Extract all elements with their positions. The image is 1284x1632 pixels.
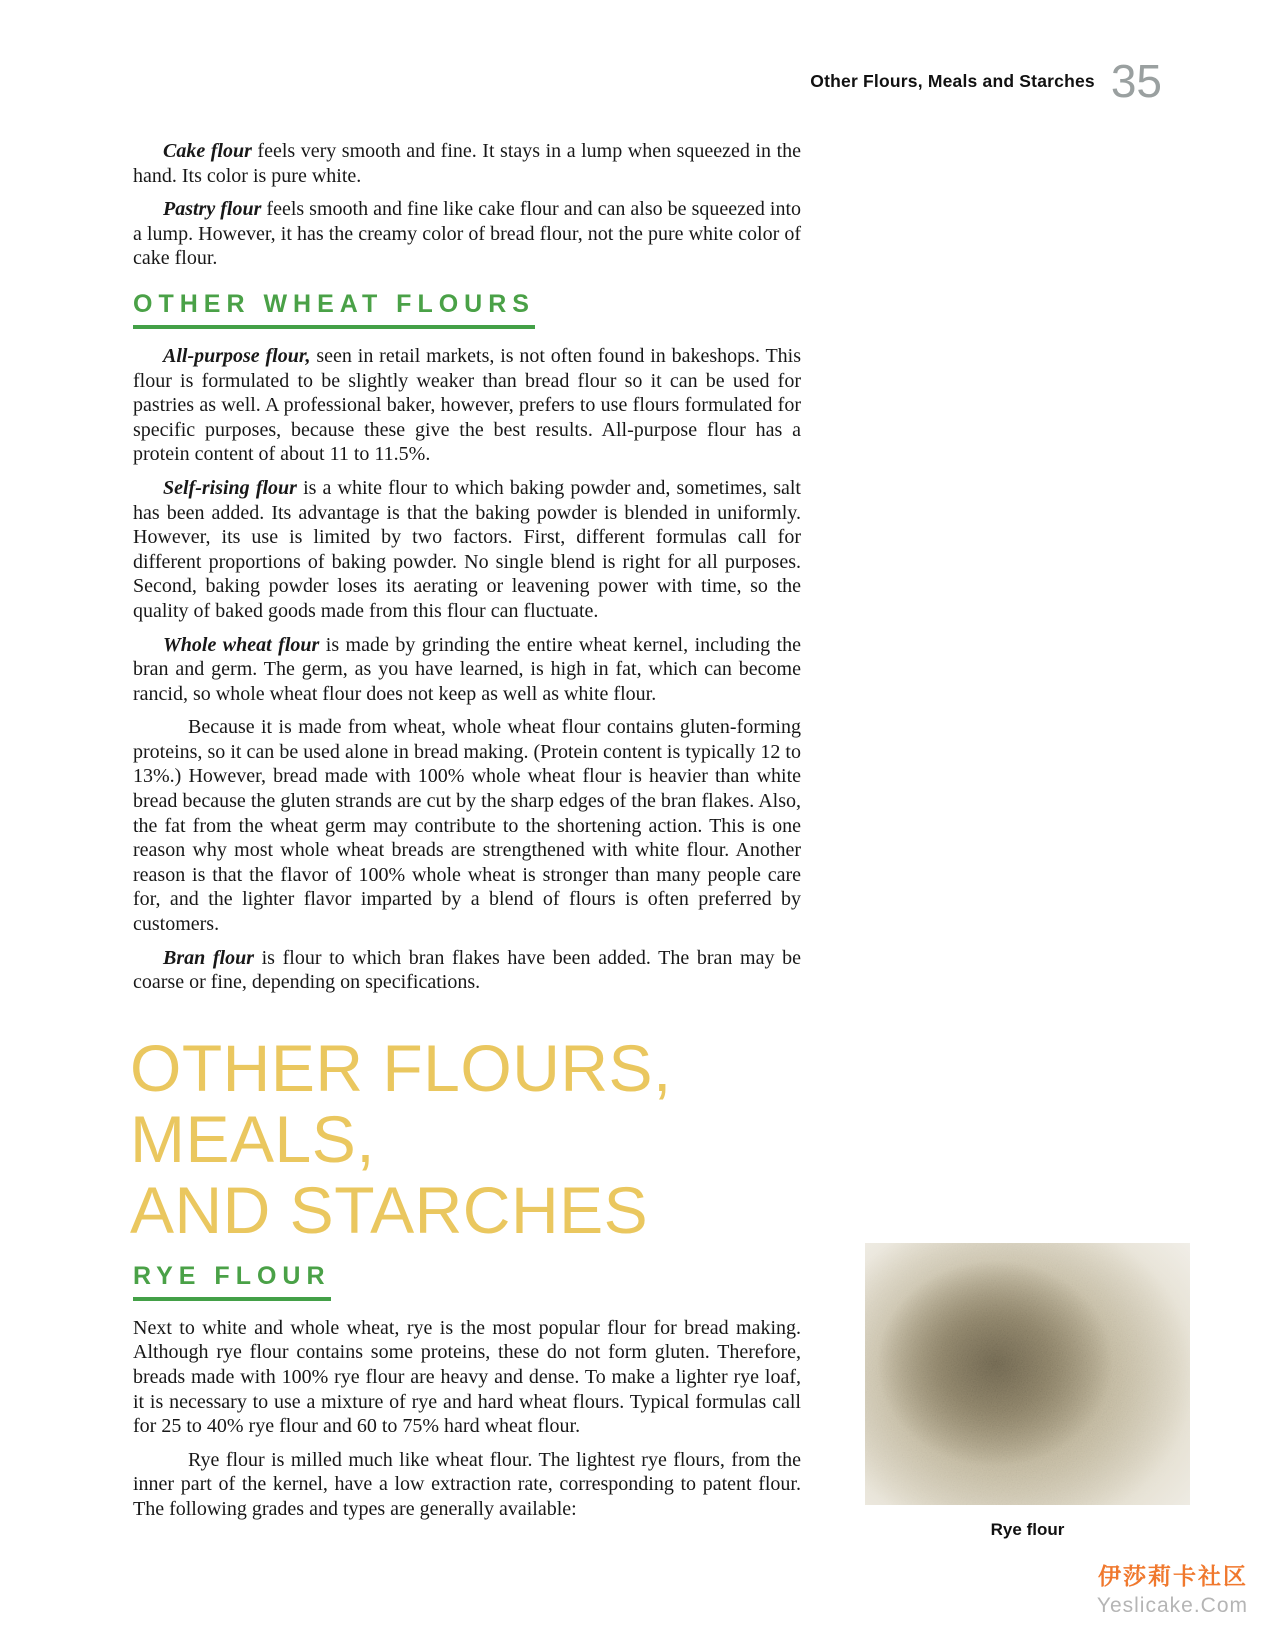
rye-flour-figure [865, 1243, 1190, 1540]
watermark-site-text: Yeslicake.Com [1096, 1594, 1248, 1617]
flour-grain-texture [865, 1243, 1190, 1505]
page-number: 35 [1110, 55, 1162, 107]
term-pastry-flour: Pastry flour [163, 198, 262, 221]
watermark-chinese-text: 伊莎莉卡社区 [1098, 1563, 1248, 1589]
paragraph-rye-milling [133, 1448, 801, 1522]
paragraph-rye-intro [133, 1316, 801, 1439]
chapter-title [130, 1030, 920, 1247]
paragraph-whole-wheat-gluten [133, 715, 801, 936]
chapter-title-line-1: OTHER FLOURS, MEALS, [130, 1030, 672, 1176]
paragraph-text: Because it is made from wheat, whole wheat flour contains gluten-forming proteins, so it can be used alone in bread making. (Protein content is typically 12 to 13%.) However, bread made with 100% whole wheat flour is heavier than white bread because the gluten strands are cut by the sharp edges of the bran flakes. Also, the fat from the wheat germ may contribute to the shortening action. This is one reason why most whole wheat breads are strengthened with white flour. Another reason is that the flavor of 100% whole wheat is stronger than many people care for, and the lighter flavor imparted by a blend of flours is often preferred by customers. [133, 716, 801, 936]
paragraph-bran-flour [133, 946, 801, 995]
watermark [1097, 1558, 1248, 1618]
term-whole-wheat-flour: Whole wheat flour [163, 633, 320, 656]
paragraph-cake-flour [133, 139, 801, 188]
chapter-title-line-2: AND STARCHES [130, 1172, 649, 1247]
paragraph-all-purpose-flour [133, 344, 801, 467]
section-heading-other-wheat-flours: OTHER WHEAT FLOURS [133, 292, 535, 329]
section-heading-row [133, 289, 801, 329]
paragraph-text: is flour to which bran flakes have been added. The bran may be coarse or fine, depending on specifications. [133, 946, 801, 994]
paragraph-text: Rye flour is milled much like wheat flour. The lightest rye flours, from the inner part of the kernel, have a low extraction rate, corresponding to patent flour. The following grades and types are generally available: [133, 1448, 801, 1520]
figure-caption: Rye flour [990, 1520, 1065, 1539]
section-heading-row [133, 1261, 801, 1301]
paragraph-pastry-flour [133, 197, 801, 271]
term-cake-flour: Cake flour [163, 140, 252, 162]
paragraph-text: Next to white and whole wheat, rye is the most popular flour for bread making. Although rye flour contains some proteins, these do not form gluten. Therefore, breads made with 100% rye flour are heavy and dense. To make a lighter rye loaf, it is necessary to use a mixture of rye and hard wheat flours. Typical formulas call for 25 to 40% rye flour and 60 to 75% hard wheat flour. [133, 1316, 801, 1438]
paragraph-text: seen in retail markets, is not often found in bakeshops. This flour is formulated to be slightly weaker than bread flour so it can be used for pastries as well. A professional baker, however, prefers to use flours formulated for specific purposes, because these give the best results. All-purpose flour has a protein content of about 11 to 11.5%. [133, 344, 801, 466]
term-all-purpose-flour: All-purpose flour, [163, 344, 311, 367]
running-head-title: Other Flours, Meals and Starches [810, 70, 1095, 91]
paragraph-self-rising-flour [133, 476, 801, 624]
paragraph-whole-wheat-flour [133, 633, 801, 707]
term-self-rising-flour: Self-rising flour [163, 476, 297, 499]
section-heading-rye-flour: RYE FLOUR [133, 1264, 331, 1301]
paragraph-text: feels smooth and fine like cake flour and can also be squeezed into a lump. However, it has the creamy color of bread flour, not the pure white color of cake flour. [133, 198, 802, 270]
paragraph-text: feels very smooth and fine. It stays in a lump when squeezed in the hand. Its color is pure white. [133, 140, 801, 187]
rye-flour-photo [865, 1243, 1190, 1505]
term-bran-flour: Bran flour [163, 946, 254, 969]
text-column [130, 139, 802, 1531]
page-header [0, 55, 1162, 107]
paragraph-text: is a white flour to which baking powder and, sometimes, salt has been added. Its advantage is that the baking powder is blended in uniformly. However, its use is limited by two factors. First, different formulas call for different proportions of baking powder. No single blend is right for all purposes. Second, baking powder loses its aerating or leavening power with time, so the quality of baked goods made from this flour can fluctuate. [133, 476, 801, 622]
paragraph-text: is made by grinding the entire wheat kernel, including the bran and germ. The germ, as you have learned, is high in fat, which can become rancid, so whole wheat flour does not keep as well as white flour. [133, 633, 802, 705]
